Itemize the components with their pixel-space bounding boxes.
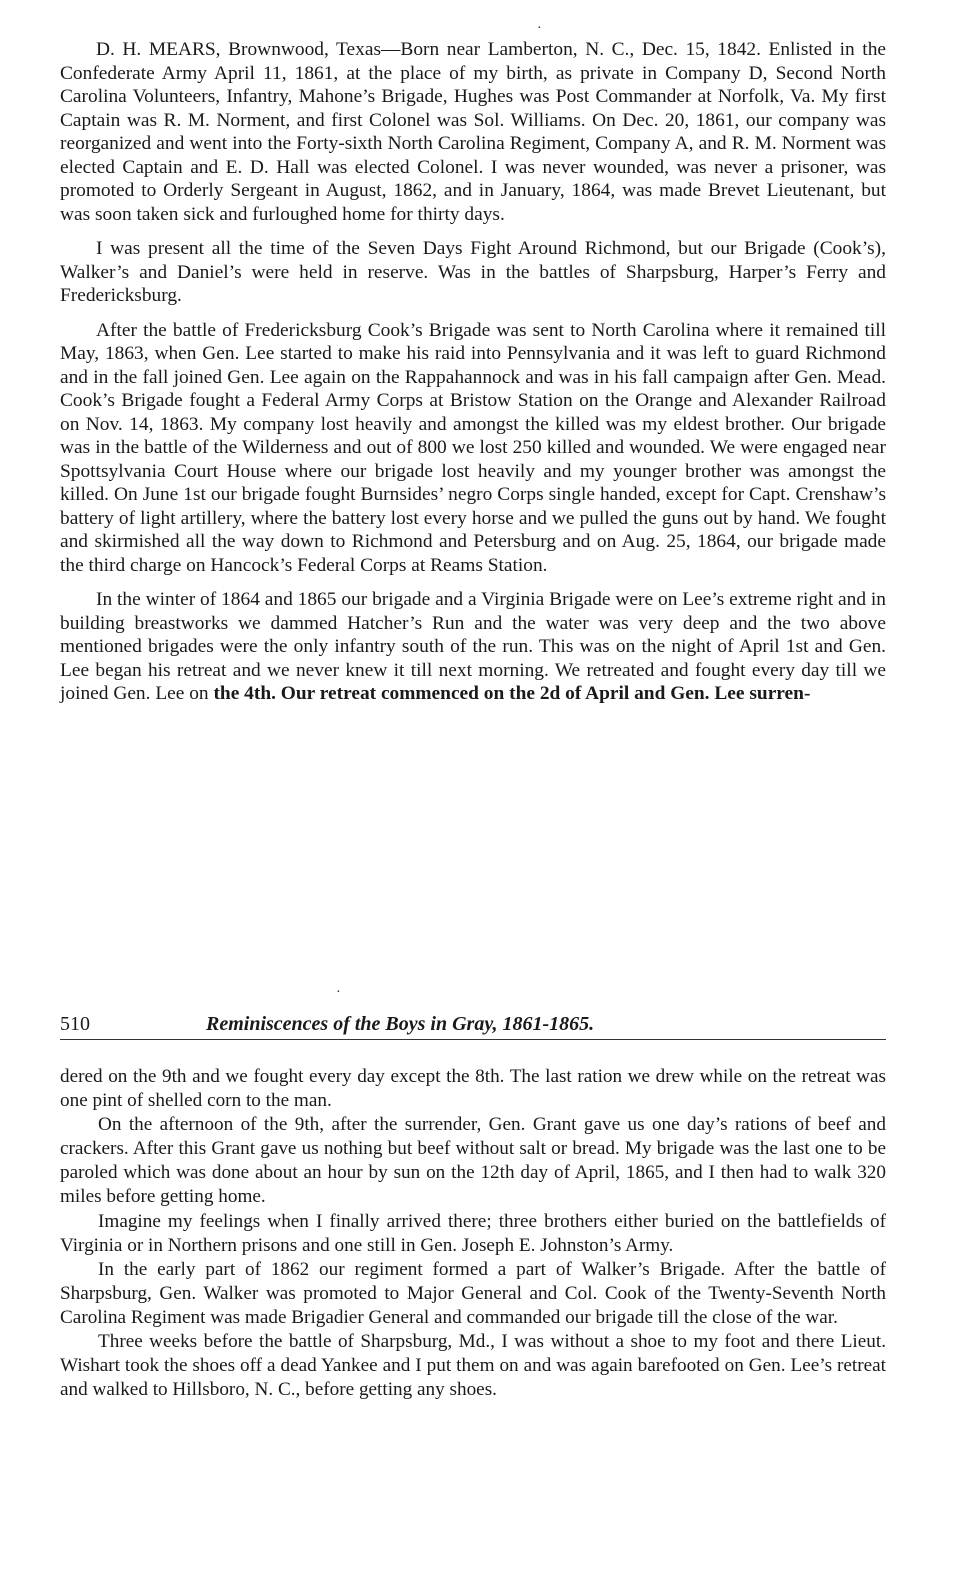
- paragraph-winter-bold-tail: the 4th. Our retreat commenced on the 2d of April and Gen. Lee surren-: [213, 683, 811, 704]
- page-number: 510: [60, 1013, 90, 1035]
- paragraph-surrender: dered on the 9th and we fought every day except the 8th. The last ration we drew while on the retreat was one pint of shelled corn to the man.: [60, 1066, 886, 1112]
- paragraph-winter-1864: [60, 588, 886, 706]
- paragraph-winter-text: In the winter of 1864 and 1865 our brigade and a Virginia Brigade were on Lee’s extreme right and in building breastworks we dammed Hatcher’s Run and the water was very deep and the two above mentioned brigades were the only infantry south of the run. This was on the night of April 1st and Gen. Lee began his retreat and we never knew it till next morning. We retreated and fought every day till we joined Gen. Lee on: [60, 589, 886, 704]
- paragraph-fredericksburg: After the battle of Fredericksburg Cook’s Brigade was sent to North Carolina where it remained till May, 1863, when Gen. Lee started to make his raid into Pennsylvania and it was left to guard Richmond and in the fall joined Gen. Lee again on the Rappahannock and was in his fall campaign after Gen. Mead. Cook’s Brigade fought a Federal Army Corps at Bristow Station on the Orange and Alexander Railroad on Nov. 14, 1863. My company lost heavily and amongst the killed was my eldest brother. Our brigade was in the battle of the Wilderness and out of 800 we lost 250 killed and wounded. We were engaged near Spottsylvania Court House where our brigade lost heavily and my younger brother was amongst the killed. On June 1st our brigade fought Burnsides’ negro Corps single handed, except for Capt. Crenshaw’s battery of light artillery, where the battery lost every horse and we pulled the guns out by hand. We fought and skirmished all the way down to Richmond and Petersburg and on Aug. 25, 1864, our brigade made the third charge on Hancock’s Federal Corps at Reams Station.: [60, 319, 886, 576]
- running-head: [60, 1011, 886, 1040]
- paragraph-homecoming: Imagine my feelings when I finally arrived there; three brothers either buried on the battlefields of Virginia or in Northern prisons and one still in Gen. Joseph E. Johnston’s Army.: [60, 1210, 886, 1256]
- running-title: Reminiscences of the Boys in Gray, 1861-1865.: [206, 1013, 595, 1035]
- ink-speck: ·: [537, 21, 542, 36]
- ink-speck: ·: [336, 985, 341, 1000]
- paragraph-rations: On the afternoon of the 9th, after the surrender, Gen. Grant gave us one day’s rations of beef and crackers. After this Grant gave us nothing but beef without salt or bread. My brigade was the last one to be paroled which was done about an hour by sun on the 12th day of April, 1865, and I then had to walk 320 miles before getting home.: [60, 1114, 886, 1208]
- upper-page-body: [60, 38, 886, 706]
- paragraph-mears-biography: D. H. MEARS, Brownwood, Texas—Born near Lamberton, N. C., Dec. 15, 1842. Enlisted in the Confederate Army April 11, 1861, at the place of my birth, as private in Company D, Second North Carolina Volunteers, Infantry, Mahone’s Brigade, Hughes was Post Commander at Norfolk, Va. My first Captain was R. M. Norment, and first Colonel was Sol. Williams. On Dec. 20, 1861, our company was reorganized and went into the Forty-sixth North Carolina Regiment, Company A, and R. M. Norment was elected Captain and E. D. Hall was elected Colonel. I was never wounded, was never a prisoner, was promoted to Orderly Sergeant in August, 1862, and in January, 1864, was made Brevet Lieutenant, but was soon taken sick and furloughed home for thirty days.: [60, 39, 886, 225]
- paragraph-seven-days: I was present all the time of the Seven Days Fight Around Richmond, but our Brigade (Cook’s), Walker’s and Daniel’s were held in reserve. Was in the battles of Sharpsburg, Harper’s Ferry and Fredericksburg.: [60, 238, 886, 306]
- paragraph-shoes: Three weeks before the battle of Sharpsburg, Md., I was without a shoe to my foot and there Lieut. Wishart took the shoes off a dead Yankee and I put them on and was again barefooted on Gen. Lee’s retreat and walked to Hillsboro, N. C., before getting any shoes.: [60, 1331, 886, 1401]
- paragraph-walkers-brigade: In the early part of 1862 our regiment formed a part of Walker’s Brigade. After the battle of Sharpsburg, Gen. Walker was promoted to Major General and Col. Cook of the Twenty-Seventh North Carolina Regiment was made Brigadier General and commanded our brigade till the close of the war.: [60, 1258, 886, 1328]
- lower-page-body: [60, 1065, 886, 1402]
